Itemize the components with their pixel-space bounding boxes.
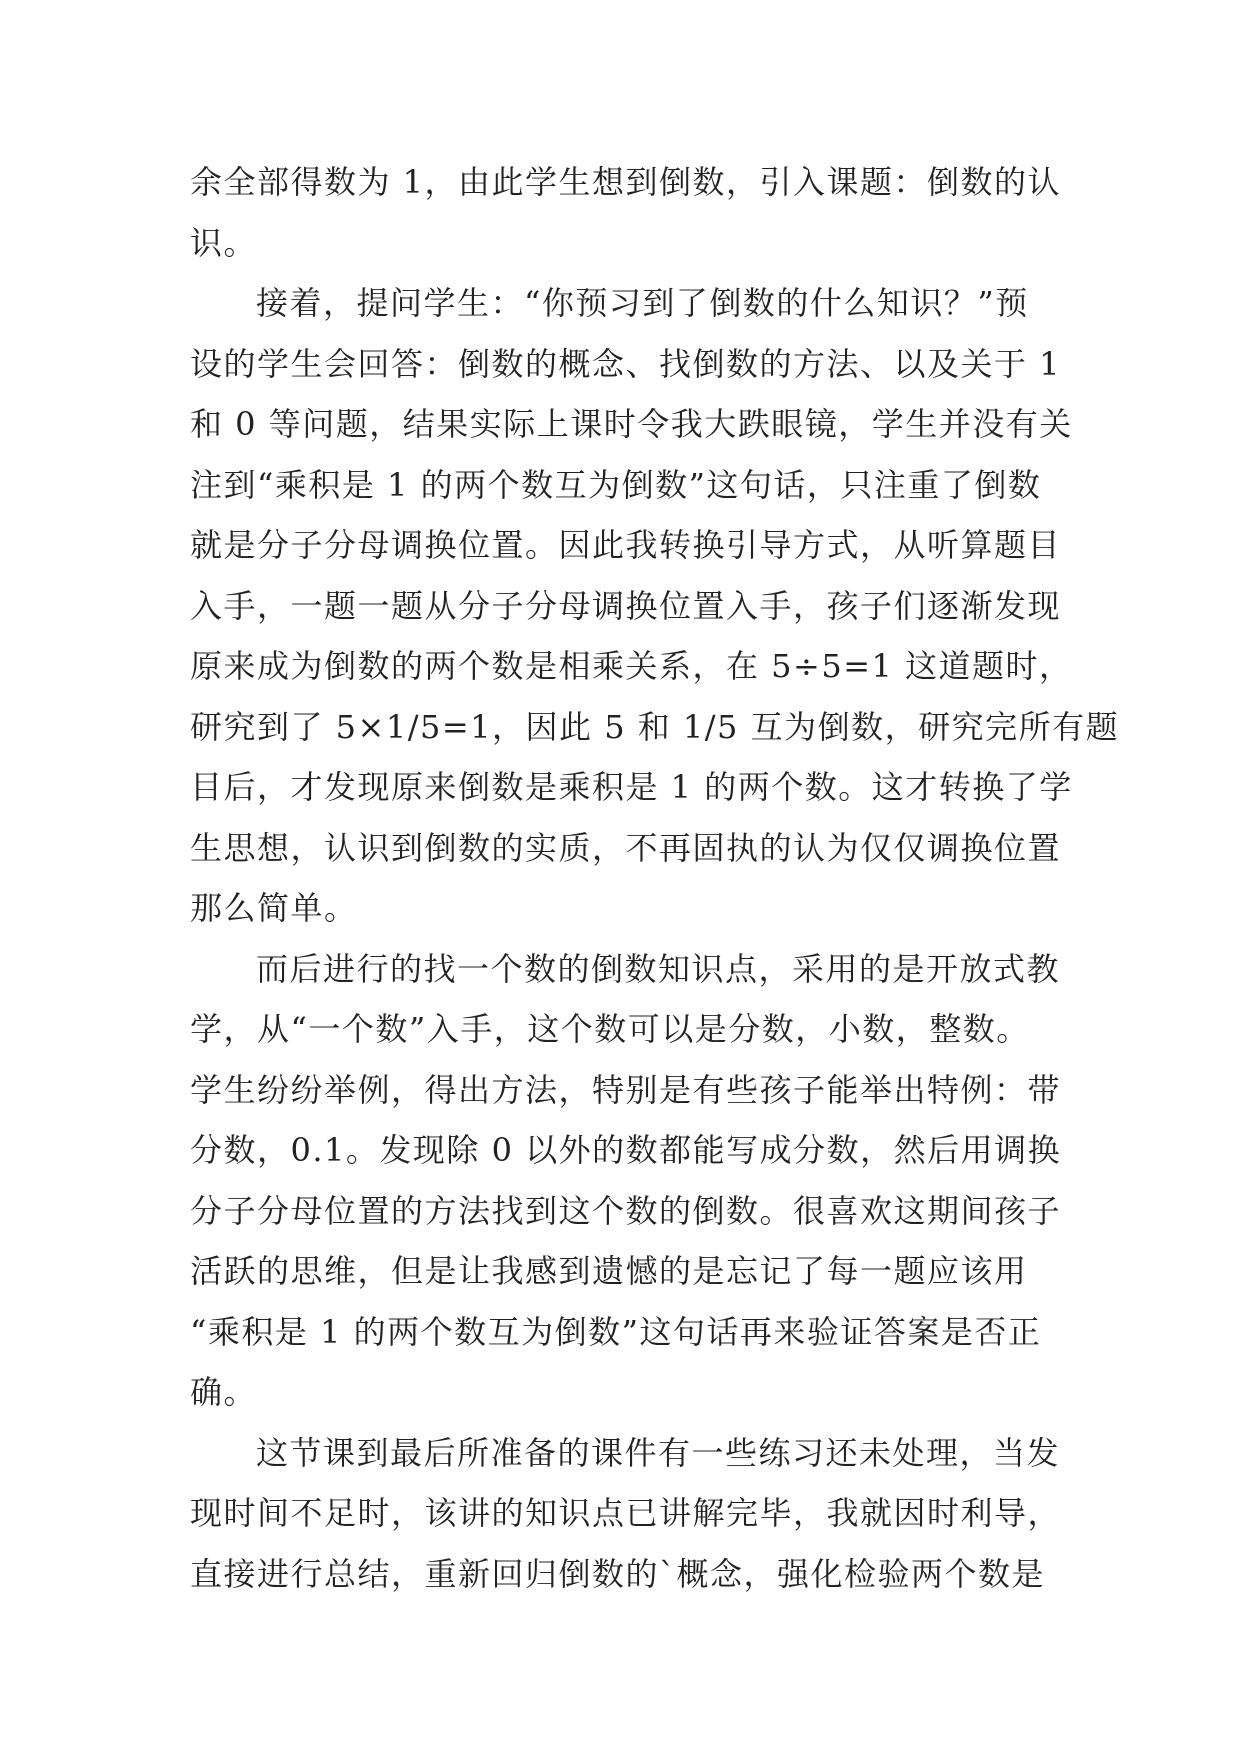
text-line: “乘积是 1 的两个数互为倒数”这句话再来验证答案是否正 (190, 1312, 1042, 1351)
text-line: 分子分母位置的方法找到这个数的倒数。很喜欢这期间孩子 (190, 1191, 1062, 1230)
text-line: 这节课到最后所准备的课件有一些练习还未处理，当发 (256, 1433, 1061, 1472)
text-line: 注到“乘积是 1 的两个数互为倒数”这句话，只注重了倒数 (190, 465, 1042, 504)
text-line: 直接进行总结，重新回归倒数的`概念，强化检验两个数是 (190, 1554, 1046, 1593)
text-line: 目后，才发现原来倒数是乘积是 1 的两个数。这才转换了学 (190, 768, 1073, 806)
text-line: 分数，0.1。发现除 0 以外的数都能写成分数，然后用调换 (190, 1131, 1062, 1169)
body-text (190, 152, 1120, 1604)
text-line: 和 0 等问题，结果实际上课时令我大跌眼镜，学生并没有关 (190, 405, 1073, 443)
text-line: 余全部得数为 1，由此学生想到倒数，引入课题：倒数的认 (190, 163, 1062, 201)
text-line: 生思想，认识到倒数的实质，不再固执的认为仅仅调换位置 (190, 828, 1062, 867)
text-line: 就是分子分母调换位置。因此我转换引导方式，从听算题目 (190, 526, 1062, 564)
text-line: 接着，提问学生：“你预习到了倒数的什么知识？”预 (256, 284, 1029, 322)
text-line: 识。 (190, 223, 258, 262)
text-line: 入手，一题一题从分子分母调换位置入手，孩子们逐渐发现 (190, 586, 1062, 625)
text-line: 现时间不足时，该讲的知识点已讲解完毕，我就因时利导， (190, 1494, 1062, 1532)
text-line: 原来成为倒数的两个数是相乘关系，在 5÷5=1 这道题时， (190, 647, 1073, 685)
text-line: 设的学生会回答：倒数的概念、找倒数的方法、以及关于 1 (190, 344, 1062, 383)
text-line: 活跃的思维，但是让我感到遗憾的是忘记了每一题应该用 (190, 1252, 1028, 1290)
text-line: 研究到了 5×1/5=1，因此 5 和 1/5 互为倒数，研究完所有题 (190, 707, 1120, 746)
text-line: 确。 (190, 1373, 258, 1411)
text-line: 而后进行的找一个数的倒数知识点，采用的是开放式教 (256, 949, 1061, 988)
text-line: 学，从“一个数”入手，这个数可以是分数，小数，整数。 (190, 1010, 1030, 1048)
text-line: 学生纷纷举例，得出方法，特别是有些孩子能举出特例：带 (190, 1070, 1062, 1109)
text-line: 那么简单。 (190, 889, 358, 927)
